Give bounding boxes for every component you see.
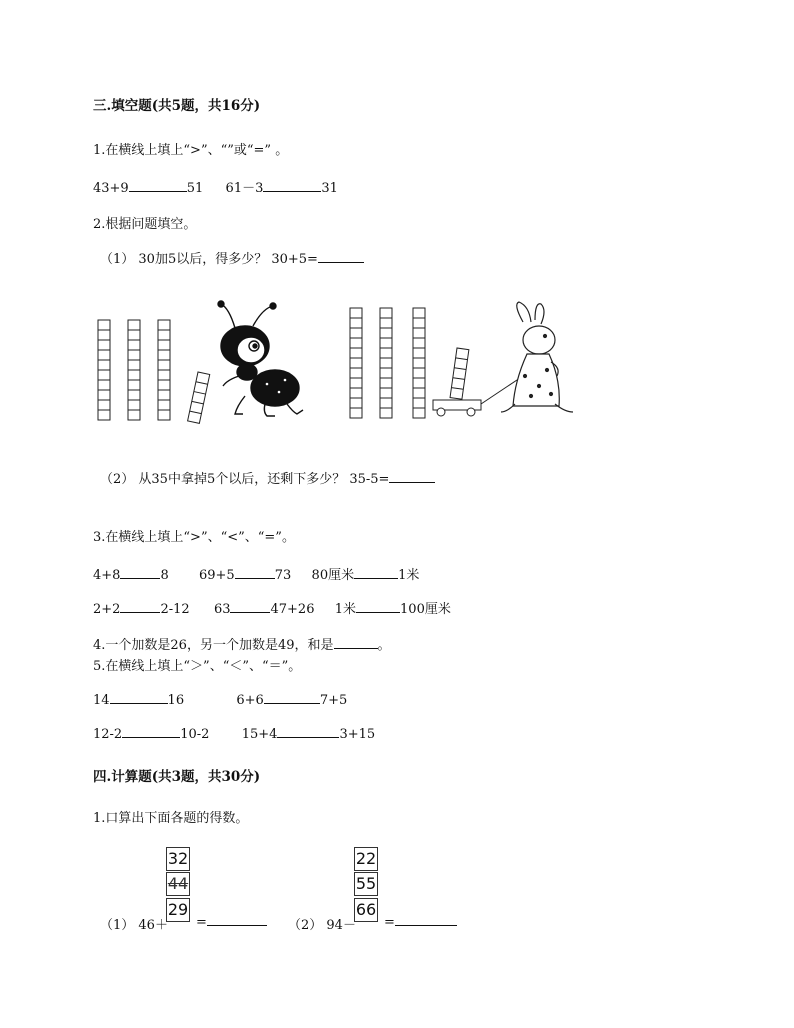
answer-blank[interactable] [263, 180, 321, 192]
sub-question-text: （2） 从35中拿掉5个以后，还剩下多少？ 35-5= [100, 472, 390, 487]
question-prompt: 2.根据问题填空。 [93, 217, 197, 232]
answer-blank[interactable] [356, 601, 400, 613]
ant-icon [218, 301, 303, 416]
answer-blank[interactable] [277, 726, 339, 738]
blocks-illustration [95, 300, 580, 425]
expression: 8 [160, 568, 169, 583]
equals-sign [196, 914, 267, 930]
answer-blank[interactable] [395, 914, 457, 926]
answer-blank[interactable] [120, 567, 160, 579]
number-box [166, 872, 190, 896]
calc-label: （2） 94－ [288, 918, 356, 933]
expression: 73 [274, 568, 292, 583]
compare-row [93, 598, 451, 617]
number-box: 66 [354, 898, 378, 922]
expression: 12-2 [93, 727, 123, 742]
expression: 61－3 [225, 181, 264, 196]
expression: 43+9 [93, 181, 129, 196]
expression: 80厘米 [311, 568, 355, 583]
answer-blank[interactable] [122, 726, 180, 738]
number-box-text: 44 [167, 874, 189, 893]
block-columns-left [98, 320, 210, 423]
answer-blank[interactable] [235, 567, 275, 579]
compare-row [93, 177, 338, 196]
section-title: 四.计算题(共3题，共30分) [93, 769, 261, 785]
rabbit-icon [501, 302, 573, 412]
expression: 16 [167, 693, 185, 708]
answer-blank[interactable] [334, 637, 378, 649]
question-prompt: 3.在横线上填上“>”、“<”、“=”。 [93, 530, 295, 545]
answer-blank[interactable] [120, 601, 160, 613]
answer-blank[interactable] [264, 692, 320, 704]
question-text: 。 [377, 638, 391, 653]
expression: 100厘米 [400, 602, 451, 617]
question-prompt: 1.口算出下面各题的得数。 [93, 811, 249, 826]
expression: 1米 [334, 602, 357, 617]
expression: 10-2 [180, 727, 210, 742]
expression: 7+5 [319, 693, 348, 708]
sub-question [100, 468, 435, 487]
answer-blank[interactable] [129, 180, 187, 192]
sub-question-text: （1） 30加5以后，得多少？ 30+5= [100, 252, 318, 267]
answer-blank[interactable] [207, 914, 267, 926]
expression: 63 [213, 602, 231, 617]
calc-label: （1） 46＋ [100, 918, 168, 933]
expression: 47+26 [270, 602, 315, 617]
answer-blank[interactable] [230, 601, 270, 613]
expression: 69+5 [199, 568, 235, 583]
number-box: 55 [354, 872, 378, 896]
expression: 6+6 [236, 693, 264, 708]
equals-sign [384, 914, 457, 930]
expression: 3+15 [339, 727, 376, 742]
question-text: 4.一个加数是26，另一个加数是49，和是 [93, 638, 334, 653]
section-title: 三.填空题(共5题，共16分) [93, 98, 261, 114]
answer-blank[interactable] [354, 567, 398, 579]
expression: 14 [93, 693, 110, 708]
compare-row [93, 692, 347, 708]
sub-question [100, 248, 364, 267]
number-box: 22 [354, 847, 378, 871]
number-box: 29 [166, 898, 190, 922]
question-prompt: 5.在横线上填上“＞”、“＜”、“＝”。 [93, 659, 302, 674]
expression: 2+2 [93, 602, 121, 617]
expression: 51 [186, 181, 204, 196]
compare-row [93, 726, 375, 742]
answer-blank[interactable] [318, 251, 364, 263]
expression: 4+8 [93, 568, 121, 583]
expression: 1米 [398, 568, 420, 583]
number-box: 32 [166, 847, 190, 871]
compare-row [93, 564, 419, 583]
equals-text: = [384, 915, 395, 930]
equals-text: = [196, 915, 207, 930]
expression: 2-12 [160, 602, 190, 617]
answer-blank[interactable] [110, 692, 168, 704]
question-prompt: 1.在横线上填上“>”、“”或“=” 。 [93, 143, 289, 158]
question-prompt [93, 634, 391, 653]
answer-blank[interactable] [389, 471, 435, 483]
expression: 31 [321, 181, 338, 196]
expression: 15+4 [241, 727, 278, 742]
